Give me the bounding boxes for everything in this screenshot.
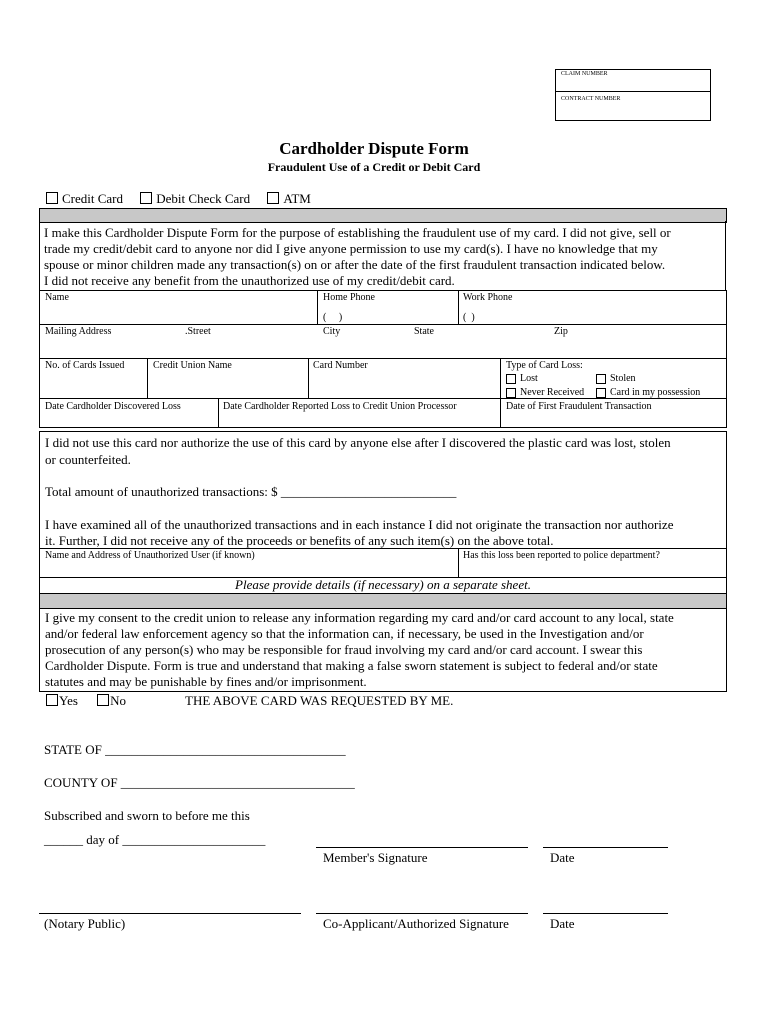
state-of-field[interactable]: STATE OF _____________________________________ <box>44 742 346 757</box>
claim-divider <box>556 91 710 92</box>
notary-line[interactable] <box>39 913 301 914</box>
date-reported-field[interactable]: Date Cardholder Reported Loss to Credit Union Processor <box>223 401 457 412</box>
street-label: .Street <box>185 326 211 337</box>
co-applicant-line[interactable] <box>316 913 528 914</box>
loss-stolen-option[interactable]: Stolen <box>596 373 636 384</box>
contract-number-label: CONTRACT NUMBER <box>561 96 621 102</box>
statement-line-2: or counterfeited. <box>45 452 131 467</box>
subscribed-text: Subscribed and sworn to before me this <box>44 808 250 823</box>
date-line-1[interactable] <box>543 847 668 848</box>
checkbox-icon[interactable] <box>506 374 516 384</box>
yes-option[interactable]: Yes <box>46 693 78 708</box>
no-option[interactable]: No <box>97 693 126 708</box>
form-grid <box>39 290 727 428</box>
user-row <box>39 548 727 578</box>
work-phone-paren: ( ) <box>463 312 475 323</box>
member-signature-label: Member's Signature <box>323 850 428 865</box>
section-bar <box>39 593 727 609</box>
requested-row <box>46 693 126 709</box>
debit-check-card-option[interactable]: Debit Check Card <box>140 191 250 206</box>
name-field[interactable]: Name <box>45 292 69 303</box>
exam-line-2: it. Further, I did not receive any of the proceeds or benefits of any such item(s) on the above total. <box>45 533 554 548</box>
date-line-2[interactable] <box>543 913 668 914</box>
exam-line-1: I have examined all of the unauthorized transactions and in each instance I did not originate the transaction nor authorize <box>45 517 674 532</box>
statement-line-1: I did not use this card nor authorize the use of this card by anyone else after I discovered the plastic card was lost, stolen <box>45 435 671 450</box>
checkbox-icon[interactable] <box>506 388 516 398</box>
cards-issued-field[interactable]: No. of Cards Issued <box>45 360 125 371</box>
page-title: Cardholder Dispute Form <box>279 139 469 158</box>
checkbox-icon[interactable] <box>596 374 606 384</box>
details-note: Please provide details (if necessary) on a separate sheet. <box>235 577 531 592</box>
card-number-field[interactable]: Card Number <box>313 360 368 371</box>
work-phone-field[interactable]: Work Phone <box>463 292 513 303</box>
date-label-1: Date <box>550 850 575 865</box>
unauthorized-user-field[interactable]: Name and Address of Unauthorized User (if known) <box>45 550 255 561</box>
city-label: City <box>323 326 341 337</box>
home-phone-paren: ( ) <box>323 312 343 323</box>
credit-card-option[interactable]: Credit Card <box>46 191 123 206</box>
checkbox-icon[interactable] <box>97 694 109 706</box>
statement-box <box>39 431 727 549</box>
loss-never-received-option[interactable]: Never Received <box>506 387 584 398</box>
claim-number-label: CLAIM NUMBER <box>561 71 608 77</box>
date-label-2: Date <box>550 916 575 931</box>
checkbox-icon[interactable] <box>140 192 152 204</box>
day-of-field[interactable]: ______ day of ______________________ <box>44 832 266 847</box>
intro-paragraph: I make this Cardholder Dispute Form for the purpose of establishing the fraudulent use of my card. I did not give, sell or trade my credit/debit card to anyone nor did I give anyone permission to use my card(s). I have no knowledge that my spouse or minor children made any transaction(s) on or after the date of the first fraudulent transaction indicated below. I did not receive any benefit from the unauthorized use of my credit/debit card. <box>44 225 671 288</box>
card-type-row <box>46 191 311 207</box>
notary-public-label: (Notary Public) <box>44 916 126 931</box>
page-subtitle: Fraudulent Use of a Credit or Debit Card <box>267 160 481 174</box>
date-discovered-field[interactable]: Date Cardholder Discovered Loss <box>45 401 181 412</box>
type-of-loss-label: Type of Card Loss: <box>506 360 583 371</box>
section-bar <box>39 208 727 223</box>
requested-text: THE ABOVE CARD WAS REQUESTED BY ME. <box>185 693 454 708</box>
mailing-address-field[interactable]: Mailing Address <box>45 326 112 337</box>
atm-option[interactable]: ATM <box>267 191 310 206</box>
total-amount-field[interactable]: Total amount of unauthorized transactions: $ ___________________________ <box>45 484 457 499</box>
member-signature-line[interactable] <box>316 847 528 848</box>
home-phone-field[interactable]: Home Phone <box>323 292 375 303</box>
checkbox-icon[interactable] <box>46 192 58 204</box>
details-row <box>39 576 727 593</box>
zip-label: Zip <box>554 326 568 337</box>
co-applicant-label: Co-Applicant/Authorized Signature <box>323 916 509 931</box>
date-first-fraud-field[interactable]: Date of First Fraudulent Transaction <box>506 401 652 412</box>
checkbox-icon[interactable] <box>46 694 58 706</box>
loss-lost-option[interactable]: Lost <box>506 373 538 384</box>
police-report-field[interactable]: Has this loss been reported to police department? <box>463 550 660 561</box>
loss-in-possession-option[interactable]: Card in my possession <box>596 387 700 398</box>
consent-box <box>39 608 727 692</box>
checkbox-icon[interactable] <box>267 192 279 204</box>
county-of-field[interactable]: COUNTY OF ____________________________________ <box>44 775 355 790</box>
consent-paragraph: I give my consent to the credit union to release any information regarding my card and/or card account to any local, state and/or federal law enforcement agency so that the information can, if necessary, be used in the Investigation and/or prosecution of any person(s) who may be responsible for fraud involving my card and/or card account. I swear this Cardholder Dispute. Form is true and understand that making a false sworn statement is subject to federal and/or state statutes and may be punishable by fines and/or imprisonment. <box>45 610 674 689</box>
state-label: State <box>414 326 434 337</box>
claim-box <box>555 69 711 121</box>
credit-union-name-field[interactable]: Credit Union Name <box>153 360 232 371</box>
checkbox-icon[interactable] <box>596 388 606 398</box>
